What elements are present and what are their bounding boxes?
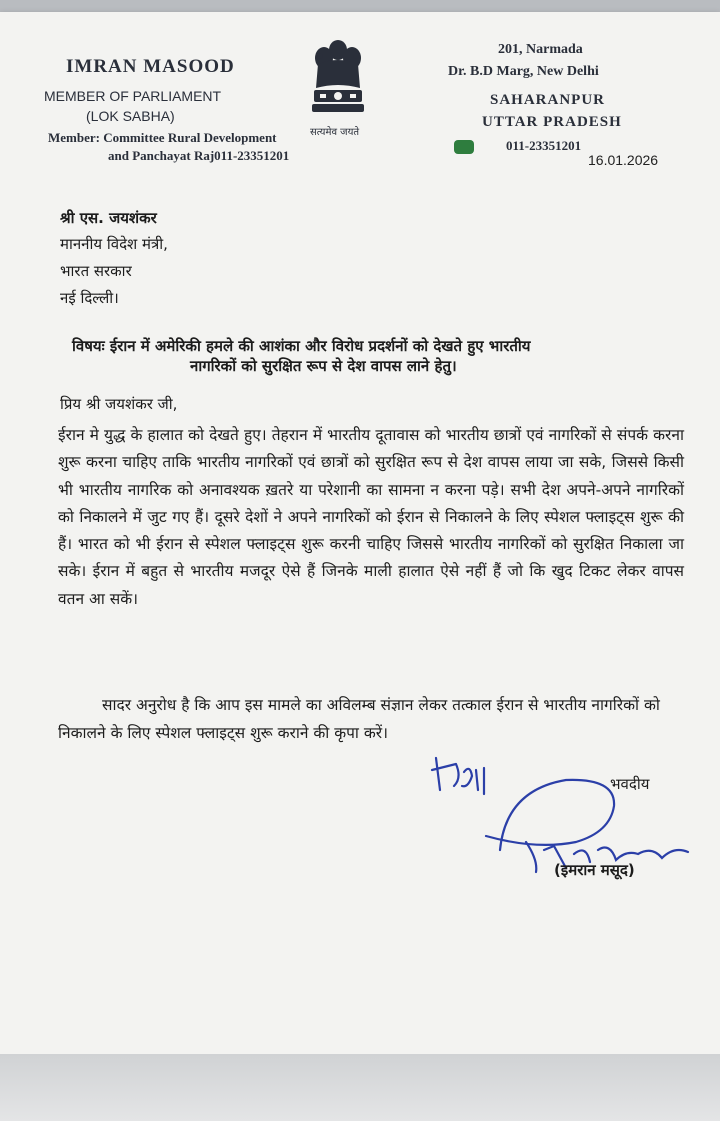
address-line-2: Dr. B.D Marg, New Delhi [448, 64, 599, 79]
salutation: प्रिय श्री जयशंकर जी, [60, 395, 178, 413]
address-line-1: 201, Narmada [498, 42, 583, 57]
address-city: SAHARANPUR [490, 92, 605, 108]
sender-designation: MEMBER OF PARLIAMENT [44, 88, 222, 104]
recipient-organization: भारत सरकार [60, 262, 132, 280]
body-paragraph-1: ईरान मे युद्ध के हालात को देखते हुए। तेहरान में भारतीय दूतावास को भारतीय छात्रों एवं नागरिकों से संपर्क करना शुरू करना चाहिए ताकि भारतीय नागरिकों एवं छात्रों को सुरक्षित रूप से देश वापस लाया जा सके, जिससे किसी भी भारतीय नागरिक को अनावश्यक ख़तरे या परेशानी का सामना न करना पड़े। सभी देश अपने-अपने नागरिकों को निकालने में जुट गए हैं। दूसरे देशों ने अपने नागरिकों को ईरान से निकालने के लिए स्पेशल फ्लाइट्स शुरू की हैं। भारत को भी ईरान से स्पेशल फ्लाइट्स शुरू करनी चाहिए जिससे भारतीय नागरिकों को सुरक्षित निकाला जा सके। ईरान में बहुत से भारतीय मजदूर ऐसे हैं जिनके माली हालात ऐसे नहीं हैं जो कि खुद टिकट लेकर वापस वतन आ सकें। [58, 426, 684, 608]
committee-line-2: and Panchayat Raj011-23351201 [108, 148, 290, 163]
body-paragraph-2: सादर अनुरोध है कि आप इस मामले का अविलम्ब संज्ञान लेकर तत्काल ईरान से भारतीय नागरिकों को निकालने के लिए स्पेशल फ्लाइट्स शुरू कराने की कृपा करें। [58, 696, 660, 742]
subject-line-2: नागरिकों को सुरक्षित रूप से देश वापस लाने हेतु। [190, 357, 457, 375]
recipient-designation: माननीय विदेश मंत्री, [60, 235, 168, 253]
recipient-city: नई दिल्ली। [60, 289, 119, 307]
signatory-name: (इमरान मसूद) [554, 861, 635, 879]
recipient-name: श्री एस. जयशंकर [60, 209, 157, 227]
committee-line-1: Member: Committee Rural Development [48, 130, 277, 145]
closing-text: भवदीय [610, 775, 650, 793]
sender-house: (LOK SABHA) [86, 108, 175, 124]
background-surface [0, 1054, 720, 1121]
emblem-motto: सत्यमेव जयते [310, 127, 360, 138]
subject-line-1: विषयः ईरान में अमेरिकी हमले की आशंका और विरोध प्रदर्शनों को देखते हुए भारतीय [72, 337, 531, 355]
letter-date: 16.01.2026 [588, 152, 659, 168]
address-state: UTTAR PRADESH [482, 114, 622, 130]
phone-number: 011-23351201 [506, 138, 582, 153]
national-emblem-icon [306, 36, 370, 136]
phone-icon [454, 140, 474, 154]
sender-name: IMRAN MASOOD [66, 56, 235, 77]
letter-page [0, 12, 720, 1054]
